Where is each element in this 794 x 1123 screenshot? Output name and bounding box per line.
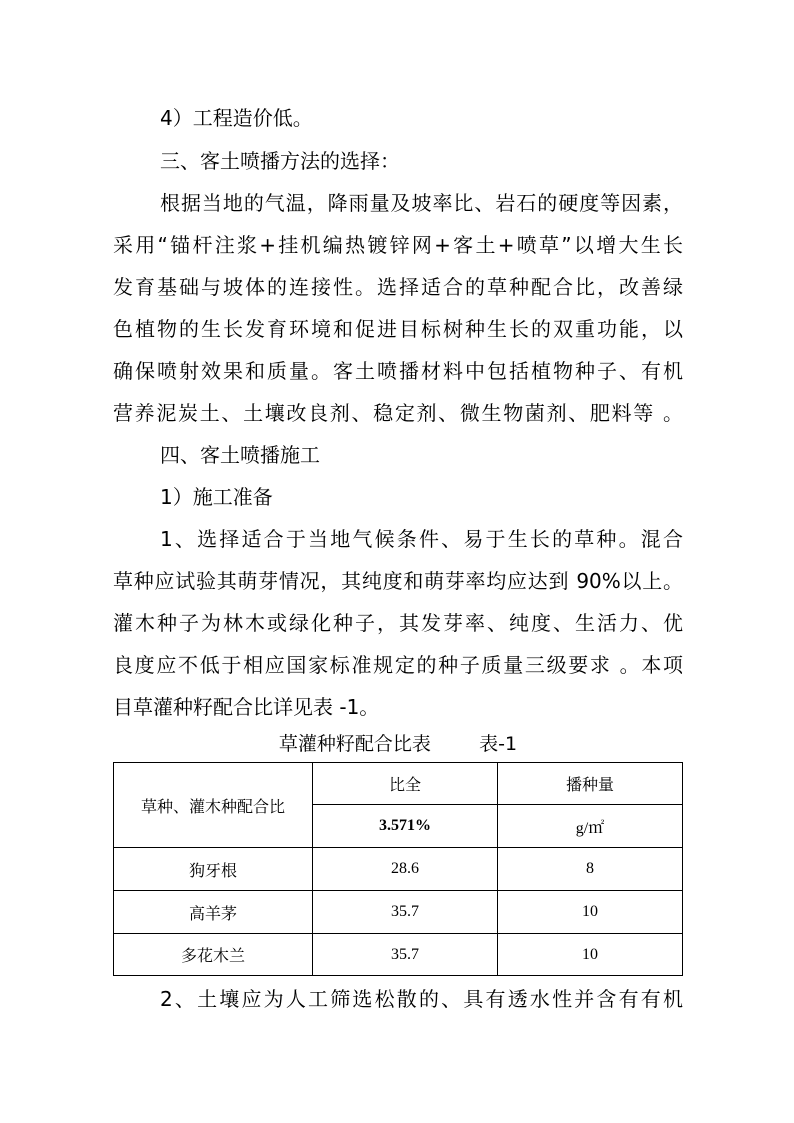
cell-amount: 10 <box>498 934 683 976</box>
cell-ratio: 28.6 <box>313 848 498 891</box>
sub-header-unit: g/㎡ <box>498 805 683 848</box>
paragraph-line: 采用“锚杆注浆+挂机编热镀锌网+客土+喷草”以增大生长 <box>113 233 683 257</box>
paragraph-line: 灌木种子为林木或绿化种子，其发芽率、纯度、生活力、优 <box>113 611 683 635</box>
section-heading-4: 四、客土喷播施工 <box>160 443 320 467</box>
cell-species: 多花木兰 <box>114 934 313 976</box>
cell-ratio: 35.7 <box>313 934 498 976</box>
cell-ratio: 35.7 <box>313 891 498 934</box>
cell-amount: 10 <box>498 891 683 934</box>
header-ratio: 比全 <box>313 763 498 805</box>
table-row <box>114 934 683 976</box>
paragraph-item-4: 4）工程造价低。 <box>160 106 313 130</box>
paragraph-line: 确保喷射效果和质量。客土喷播材料中包括植物种子、有机 <box>113 359 683 383</box>
section-heading-3: 三、客土喷播方法的选择： <box>160 149 400 173</box>
subsection-heading: 1）施工准备 <box>160 485 273 509</box>
cell-species: 狗牙根 <box>114 848 313 891</box>
cell-species: 高羊茅 <box>114 891 313 934</box>
paragraph-line: 目草灌种籽配合比详见表 -1。 <box>113 695 380 719</box>
paragraph-line: 色植物的生长发育环境和促进目标树种生长的双重功能，以 <box>113 317 683 341</box>
paragraph-line: 良度应不低于相应国家标准规定的种子质量三级要求 。本项 <box>113 653 683 677</box>
paragraph-line: 发育基础与坡体的连接性。选择适合的草种配合比，改善绿 <box>113 275 683 299</box>
cell-amount: 8 <box>498 848 683 891</box>
table-caption: 草灌种籽配合比表 表-1 <box>278 733 518 755</box>
paragraph-line: 草种应试验其萌芽情况，其纯度和萌芽率均应达到 90%以上。 <box>113 569 683 593</box>
paragraph-line: 根据当地的气温，降雨量及坡率比、岩石的硬度等因素， <box>160 191 683 215</box>
header-seed-mix: 草种、灌木种配合比 <box>114 763 313 848</box>
paragraph-line: 营养泥炭土、土壤改良剂、稳定剂、微生物菌剂、肥料等 。 <box>113 401 683 425</box>
seed-ratio-table <box>113 762 683 976</box>
table-row <box>114 891 683 934</box>
table-row <box>114 848 683 891</box>
sub-header-ratio: 3.571% <box>313 805 498 848</box>
paragraph-line: 1、选择适合于当地气候条件、易于生长的草种。混合 <box>160 527 683 551</box>
header-seeding-amount: 播种量 <box>498 763 683 805</box>
paragraph-line: 2、土壤应为人工筛选松散的、具有透水性并含有有机 <box>160 987 683 1011</box>
